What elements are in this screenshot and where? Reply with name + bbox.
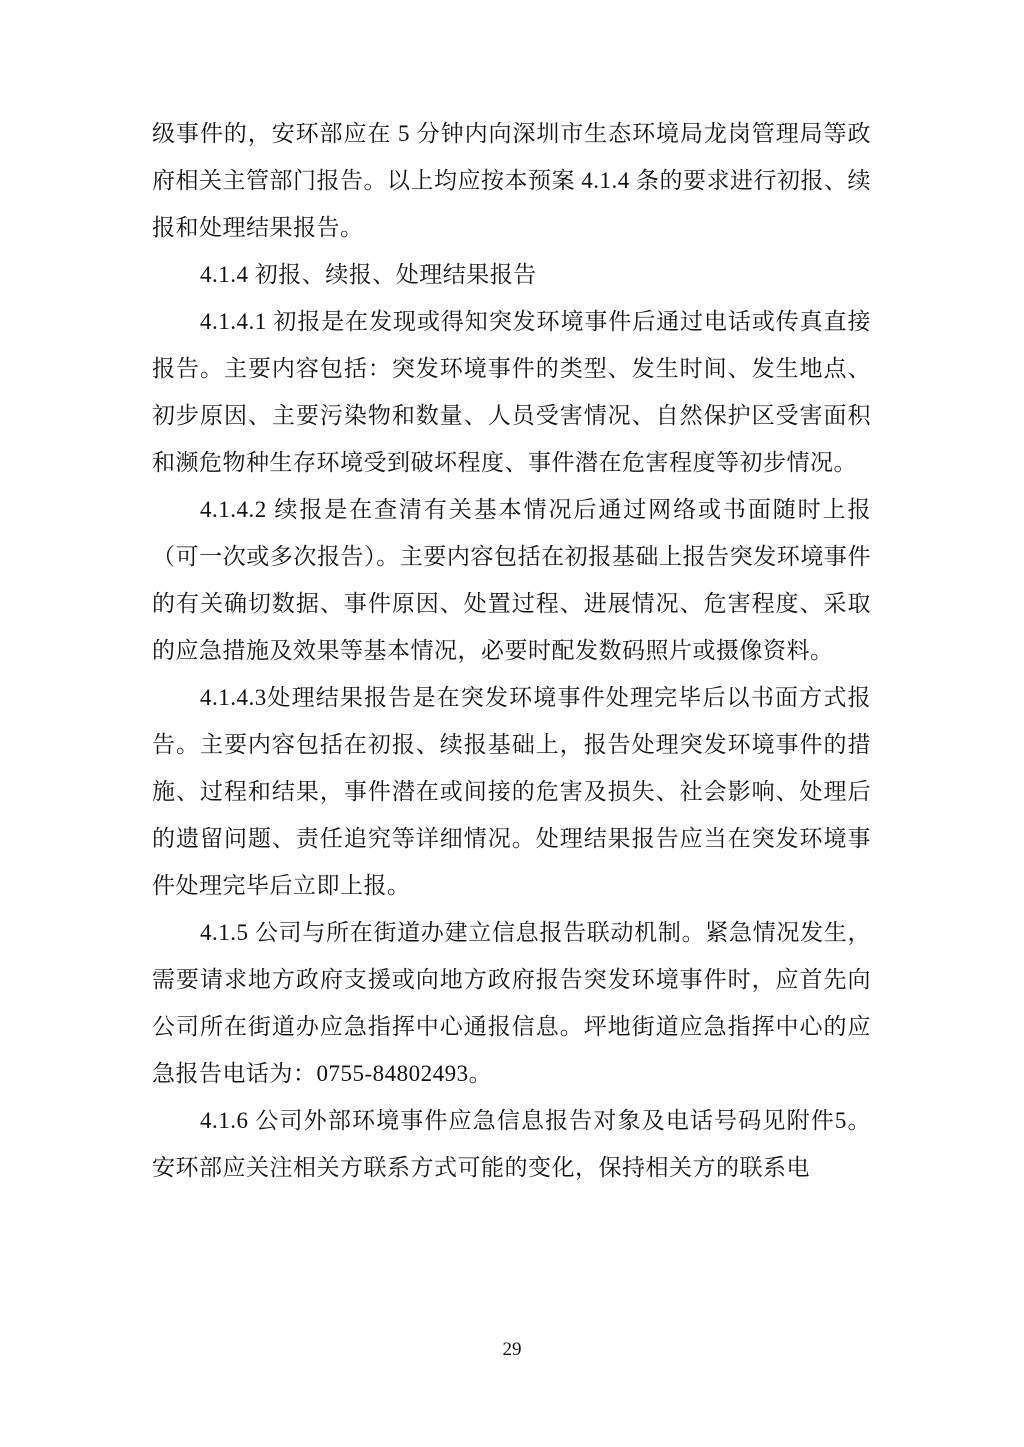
paragraph-4-1-6: 4.1.6 公司外部环境事件应急信息报告对象及电话号码见附件5。安环部应关注相关方联系方式可能的变化，保持相关方的联系电 xyxy=(152,1108,871,1180)
heading-4-1-4: 4.1.4 初报、续报、处理结果报告 xyxy=(200,262,537,287)
paragraph-4-1-4-3: 4.1.4.3处理结果报告是在突发环境事件处理完毕后以书面方式报告。主要内容包括在初报、续报基础上，报告处理突发环境事件的措施、过程和结果，事件潜在或间接的危害及损失、社会影响、处理后的遗留问题、责任追究等详细情况。处理结果报告应当在突发环境事件处理完毕后立即上报。 xyxy=(152,685,871,898)
page-number: 29 xyxy=(502,1339,522,1360)
paragraph-continuation: 级事件的，安环部应在 5 分钟内向深圳市生态环境局龙岗管理局等政府相关主管部门报告。以上均应按本预案 4.1.4 条的要求进行初报、续报和处理结果报告。 xyxy=(152,121,871,240)
paragraph-4-1-4-2: 4.1.4.2 续报是在查清有关基本情况后通过网络或书面随时上报（可一次或多次报告）。主要内容包括在初报基础上报告突发环境事件的有关确切数据、事件原因、处置过程、进展情况、危害程度、采取的应急措施及效果等基本情况，必要时配发数码照片或摄像资料。 xyxy=(152,497,871,663)
paragraph-4-1-5: 4.1.5 公司与所在街道办建立信息报告联动机制。紧急情况发生，需要请求地方政府支援或向地方政府报告突发环境事件时，应首先向公司所在街道办应急指挥中心通报信息。坪地街道应急指挥中心的应急报告电话为：0755-84802493。 xyxy=(152,920,871,1086)
document-body xyxy=(152,110,871,1191)
paragraph-4-1-4-1: 4.1.4.1 初报是在发现或得知突发环境事件后通过电话或传真直接报告。主要内容包括：突发环境事件的类型、发生时间、发生地点、初步原因、主要污染物和数量、人员受害情况、自然保护区受害面积和濒危物种生存环境受到破坏程度、事件潜在危害程度等初步情况。 xyxy=(152,309,871,475)
